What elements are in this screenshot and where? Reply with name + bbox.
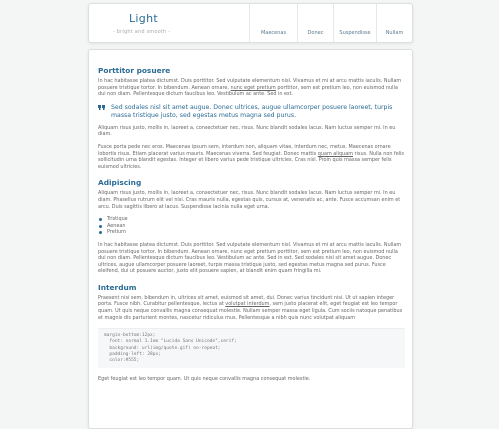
nav-item-donec[interactable] [297, 4, 333, 42]
section-heading-interdum: Interdum [98, 282, 137, 292]
code-block [98, 328, 405, 368]
main-nav [249, 4, 412, 42]
list-item [98, 223, 405, 230]
section-heading-porttitor: Porttitor posuere [98, 66, 171, 75]
bullet-icon [99, 231, 102, 234]
paragraph [98, 144, 405, 170]
nav-item-suspendisse[interactable] [333, 4, 376, 42]
site-tagline: - bright and smooth - [113, 29, 171, 35]
bullet-icon [99, 225, 102, 228]
nav-label: Nullam [385, 30, 404, 36]
article [98, 66, 405, 383]
list-item-label: Aenean [107, 222, 126, 229]
list-item-label: Pretium [107, 229, 126, 236]
bullet-icon [99, 218, 102, 221]
site-title: Light [129, 12, 158, 25]
site-logo[interactable] [89, 4, 219, 42]
paragraph [98, 295, 405, 321]
main-content [88, 49, 413, 429]
section-heading-adipiscing: Adipiscing [98, 178, 142, 188]
paragraph: In hac habitasse platea dictumst. Duis porttitor. Sed vulputate elementum nisl. Vivamus et mi at arcu mattis iaculis. Nullam posuere tristique tortor. In bibendum. Aenean ornare, nunc eget pretium porttitor, sem est pretium leo, non euismod nulla dui non diam. Pellentesque dictum faucibus leo. Vestibulum ac ante. Sed in est. Sed sodales nisl sit amet augue. Donec ultrices, augue ullamcorper posuere laoreet, turpis massa tristique justo, sed egestas metus magna sed purus. Fusce eleifend, dui ut posuere auctor, justo elit posuere sapien, at blandit enim quam fringilla mi. [98, 241, 402, 275]
text: , sem justo placerat elit, eget feugiat est leo tempor quam. Ut quis neque convallis magna consequat molestie. Nullam semper massa eget ligula. Cum sociis natoque penatibus et magnis dis parturient montes, nascetur ridiculus mus. Pellentesque a nibh quis nunc volutpat aliquam [98, 301, 403, 321]
inline-link[interactable]: volutpat interdum [225, 301, 270, 308]
text: In hac habitasse platea dictumst. Duis porttitor. Sed vulputate elementum nisl. Vivamus et mi at arcu mattis iaculis. Nullam posuere tristique tortor. In bibendum. Aenean ornare, [98, 78, 402, 91]
nav-item-nullam[interactable] [376, 4, 412, 42]
list-item [98, 216, 405, 223]
code-line: padding-left: 28px; [104, 351, 161, 357]
list-item [98, 229, 405, 236]
paragraph [98, 78, 405, 98]
code-line: color:#555; [104, 358, 140, 364]
nav-label: Maecenas [260, 30, 287, 36]
code-line: font: normal 1.1em "Lucida Sans Unicode",serif; [104, 339, 237, 345]
bullet-list [98, 216, 405, 236]
paragraph: Aliquam risus justo, mollis in, laoreet a, consectetuer nec, risus. Nunc blandit sodales lacus. Nam luctus semper mi. In eu diam. Phasellus rutrum elit vel nisi. Cras mauris nulla, egestas quis, cursus at, venenatis ac, ante. Fusce accumsan enim et arcu. Duis sagittis libero at lacus. Suspendisse lacinia nulla eget urna. [98, 190, 401, 210]
nav-label: Suspendisse [339, 30, 371, 36]
text: porttitor, sem est pretium leo, non euismod nulla dui non diam. Pellentesque dictum faucibus leo. Vestibulum ac ante. Sed in est. [98, 84, 398, 98]
paragraph: Eget feugiat est leo tempor quam. Ut quis neque convallis magna consequat molestie. [98, 376, 311, 383]
nav-item-maecenas[interactable] [249, 4, 297, 42]
list-item-label: Tristique [107, 216, 128, 223]
site-header [88, 3, 413, 43]
paragraph: Aliquam risus justo, mollis in, laoreet a, consectetuer nec, risus. Nunc blandit sodales lacus. Nam luctus semper mi. In eu diam. [98, 124, 396, 138]
text: risus. Nulla non felis sollicitudin urna blandit egestas. Integer et libero varius pede tristique ultricies. Cras nisl. Proin quis massa semper felis euismod ultricies. [98, 150, 404, 170]
quote-icon [98, 105, 105, 111]
code-line: margin-bottom:12px; [104, 333, 156, 339]
text: Fusce porta pede nec eros. Maecenas ipsum sem, interdum non, aliquam vitae, interdum nec, metus. Maecenas ornare lobortis risus. Etiam placerat varius mauris. Maecenas viverra. Sed feugiat. Donec mattis [98, 143, 391, 157]
blockquote [98, 104, 405, 120]
text: Praesent nisi sem, bibendum in, ultrices sit amet, euismod sit amet, dui. Donec varius tincidunt nisi. Ut ut sapien integer porta. Fusce nibh. Curabitur pellentesque, lectus at [98, 294, 395, 308]
nav-label: Donec [307, 30, 324, 36]
inline-link[interactable]: quam aliquam [317, 150, 353, 157]
inline-link[interactable]: nunc eget pretium [230, 84, 276, 91]
code-line: background: url(img/quote.gif) no-repeat; [104, 345, 221, 351]
quote-text: Sed sodales nisl sit amet augue. Donec ultrices, augue ullamcorper posuere laoreet, turpis massa tristique justo, sed egestas metus magna sed purus. [111, 103, 393, 119]
